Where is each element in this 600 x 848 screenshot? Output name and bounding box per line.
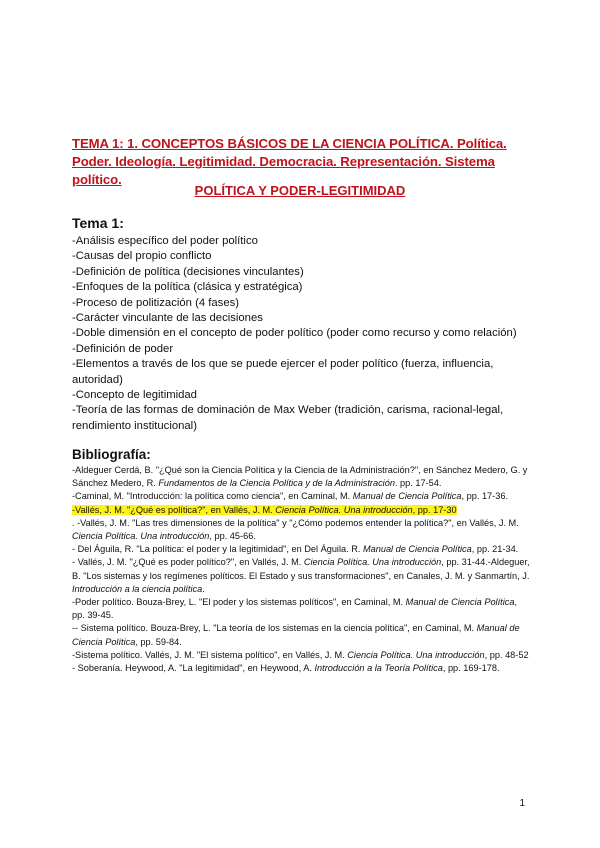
bibliography-entry [72, 662, 532, 675]
tema-topic-item: -Enfoques de la política (clásica y estratégica) [72, 281, 303, 294]
citation-suffix: . pp. 17-54. [394, 478, 442, 489]
citation-book-title: Ciencia Política. Una introducción [275, 504, 413, 515]
citation-suffix: , pp. 21-34. [471, 544, 519, 555]
tema-topic-item: -Definición de política (decisiones vinculantes) [72, 265, 304, 278]
citation-book-title: Manual de Ciencia Política [405, 597, 515, 608]
citation-text [72, 557, 530, 580]
citation-prefix: - Vallés, J. M. "¿Qué es poder político?", en Vallés, J. M. [72, 557, 304, 568]
bibliography-entry [72, 596, 532, 622]
tema-topic-item: -Doble dimensión en el concepto de poder político (poder como recurso y como relación) [72, 327, 517, 340]
bibliography-entry [72, 490, 532, 503]
citation-suffix: , pp. 45-66. [209, 531, 256, 542]
tema-topic-item: -Análisis específico del poder político [72, 235, 258, 247]
bibliography-entry [72, 649, 532, 662]
citation-book-title: Manual de Ciencia Política [352, 491, 462, 502]
citation-book-title: Introducción a la Teoría Política [314, 663, 443, 674]
citation-text [72, 518, 519, 541]
tema-topic-list [72, 234, 532, 434]
citation-suffix: , pp. 31-44.-Aldeguer, B. "Los sistemas y los regímenes políticos. El Estado y sus transformaciones", en Canales, J. M. y Sanmartín, J. [72, 557, 530, 581]
citation-suffix: , pp. 59-84. [135, 636, 182, 647]
bibliography-entry [72, 464, 532, 490]
citation-text [72, 623, 520, 646]
citation-text [72, 544, 518, 554]
citation-book-title: Ciencia Política. Una introducción [72, 531, 210, 542]
citation-suffix: , pp. 39-45. [72, 597, 518, 621]
bibliography-entry [72, 622, 532, 648]
citation-prefix: -Poder político. Bouza-Brey, L. "El poder y los sistemas políticos", en Caminal, M. [72, 597, 406, 608]
citation-text [72, 584, 205, 594]
citation-text [72, 465, 527, 488]
citation-prefix: -- Sistema político. Bouza-Brey, L. "La teoría de los sistemas en la ciencia política", en Caminal, M. [72, 623, 477, 634]
citation-suffix: , pp. 17-30 [412, 504, 457, 515]
tema-topic-item: -Proceso de politización (4 fases) [72, 296, 240, 309]
citation-prefix: - Soberanía. Heywood, A. "La legitimidad", en Heywood, A. [72, 663, 315, 674]
page-number: 1 [519, 798, 525, 809]
citation-book-title: Fundamentos de la Ciencia Política y de la Administración [158, 478, 395, 489]
section-subtitle: POLÍTICA Y PODER-LEGITIMIDAD [194, 183, 406, 198]
citation-book-title: Manual de Ciencia Política [362, 544, 472, 555]
citation-prefix: -Sistema político. Vallés, J. M. "El sistema político", en Vallés, J. M. [72, 649, 348, 660]
bibliography-heading: Bibliografía: [72, 447, 151, 462]
citation-prefix: -Caminal, M. "Introducción: la política como ciencia", en Caminal, M. [72, 491, 353, 502]
citation-book-title: Ciencia Política. Una introducción [303, 557, 442, 568]
bibliography-list [72, 464, 532, 675]
citation-prefix: -Vallés, J. M. "¿Qué es política?", en Vallés, J. M. [72, 504, 276, 515]
citation-suffix: , pp. 169-178. [442, 663, 500, 674]
tema-topic-item: -Definición de poder [72, 342, 174, 355]
citation-text [72, 663, 500, 673]
highlighted-citation [72, 505, 457, 515]
citation-text [72, 491, 508, 501]
citation-book-title: Introducción a la ciencia política [72, 583, 203, 594]
citation-suffix: , pp. 48-52 [484, 649, 529, 660]
citation-book-title: Manual de Ciencia Política [72, 623, 520, 647]
tema-topic-item: -Concepto de legitimidad [72, 389, 197, 402]
tema-heading: Tema 1: [72, 215, 124, 231]
citation-suffix: , pp. 17-36. [461, 491, 508, 502]
citation-prefix: - Del Águila, R. "La política: el poder y la legitimidad", en Del Águila. R. [72, 544, 363, 555]
bibliography-entry [72, 504, 532, 517]
citation-prefix: -Aldeguer Cerdá, B. "¿Qué son la Ciencia Política y la Ciencia de la Administración?", en Sánchez Medero, G. y Sánchez Medero, R. [72, 465, 528, 489]
tema-topic-item: -Teoría de las formas de dominación de Max Weber (tradición, carisma, racional-legal, rendimiento institucional) [72, 404, 504, 432]
citation-text [72, 597, 517, 620]
tema-topic-item: -Causas del propio conflicto [72, 250, 212, 263]
tema-topic-item: -Carácter vinculante de las decisiones [72, 312, 263, 325]
citation-prefix: . -Vallés, J. M. "Las tres dimensiones de la política" y "¿Cómo podemos entender la política?", en Vallés, J. M. [72, 517, 519, 528]
tema-topic-item: -Elementos a través de los que se puede ejercer el poder político (fuerza, influencia, autoridad) [72, 358, 494, 386]
citation-suffix: . [202, 583, 205, 594]
document-title: TEMA 1: 1. CONCEPTOS BÁSICOS DE LA CIENCIA POLÍTICA. Política. Poder. Ideología. Legitimidad. Democracia. Representación. Sistema político. [72, 136, 507, 187]
citation-text [72, 650, 529, 660]
bibliography-entry [72, 543, 532, 556]
bibliography-entry [72, 517, 532, 543]
citation-book-title: Ciencia Política. Una introducción [347, 649, 485, 660]
bibliography-entry [72, 556, 532, 596]
